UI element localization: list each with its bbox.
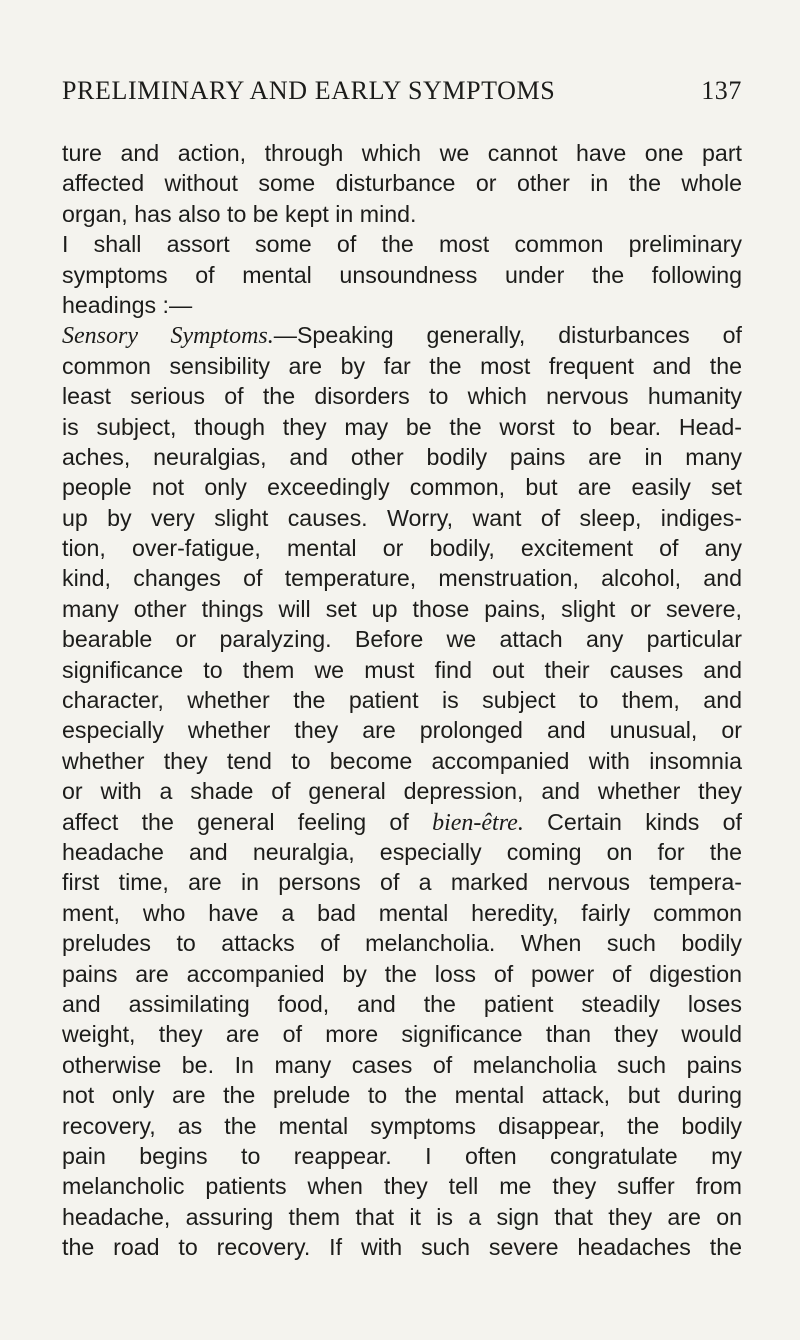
text-line-4: I shall assort some of the most common preliminary	[62, 231, 742, 258]
body-text	[62, 138, 742, 1262]
text-line-35: melancholic patients when they tell me they suffer from	[62, 1173, 742, 1200]
text-line-15: kind, changes of temperature, menstruation, alcohol, and	[62, 565, 742, 592]
text-line-31: otherwise be. In many cases of melancholia such pains	[62, 1051, 742, 1078]
chapter-running-title: PRELIMINARY AND EARLY SYMPTOMS	[62, 76, 556, 105]
page-number: 137	[701, 76, 742, 105]
text-line-11: aches, neuralgias, and other bodily pains are in many	[62, 443, 742, 470]
text-line-30: weight, they are of more significance than they would	[62, 1021, 742, 1048]
text-line-21: whether they tend to become accompanied with insomnia	[62, 747, 742, 774]
text-line-19: character, whether the patient is subject to them, and	[62, 687, 742, 714]
text-line-13: up by very slight causes. Worry, want of sleep, indiges-	[62, 504, 742, 531]
text-line-12: people not only exceedingly common, but are easily set	[62, 474, 742, 501]
text-line-18: significance to them we must find out their causes and	[62, 656, 742, 683]
text-line-33: recovery, as the mental symptoms disappear, the bodily	[62, 1112, 742, 1139]
text-line-23	[62, 807, 742, 837]
section-heading-sensory-symptoms: Sensory Symptoms.	[62, 323, 274, 350]
text-line-16: many other things will set up those pains, slight or severe,	[62, 595, 742, 622]
text-line-28: pains are accompanied by the loss of power of digestion	[62, 960, 742, 987]
text-line-32: not only are the prelude to the mental attack, but during	[62, 1082, 742, 1109]
text-line-23-end: Certain kinds of	[547, 808, 742, 835]
text-line-9: least serious of the disorders to which nervous humanity	[62, 383, 742, 410]
text-line-26: ment, who have a bad mental heredity, fairly common	[62, 899, 742, 926]
text-line-20: especially whether they are prolonged and unusual, or	[62, 717, 742, 744]
text-line-29: and assimilating food, and the patient steadily loses	[62, 990, 742, 1017]
text-line-23-start: affect the general feeling of	[62, 808, 409, 835]
text-line-37: the road to recovery. If with such severe headaches the	[62, 1234, 742, 1261]
text-line-5: symptoms of mental unsoundness under the following	[62, 261, 742, 288]
text-line-14: tion, over-fatigue, mental or bodily, excitement of any	[62, 535, 742, 562]
italic-bien-etre: bien-être.	[432, 809, 524, 836]
text-line-1: ture and action, through which we cannot have one part	[62, 140, 742, 166]
text-line-22: or with a shade of general depression, and whether they	[62, 778, 742, 805]
text-line-36: headache, assuring them that it is a sign that they are on	[62, 1203, 742, 1230]
text-line-10: is subject, though they may be the worst to bear. Head-	[62, 413, 742, 440]
text-line-7	[62, 320, 742, 350]
text-line-2: affected without some disturbance or other in the whole	[62, 170, 742, 197]
text-line-25: first time, are in persons of a marked nervous tempera-	[62, 869, 742, 896]
text-line-17: bearable or paralyzing. Before we attach any particular	[62, 626, 742, 653]
text-line-34: pain begins to reappear. I often congratulate my	[62, 1142, 742, 1169]
running-head	[62, 76, 742, 116]
text-line-6: headings :—	[62, 291, 193, 318]
text-line-24: headache and neuralgia, especially coming on for the	[62, 838, 742, 865]
text-line-7-rest: —Speaking generally, disturbances of	[273, 322, 742, 349]
text-line-8: common sensibility are by far the most frequent and the	[62, 352, 742, 379]
text-line-3: organ, has also to be kept in mind.	[62, 200, 417, 227]
text-line-27: preludes to attacks of melancholia. When such bodily	[62, 930, 742, 957]
